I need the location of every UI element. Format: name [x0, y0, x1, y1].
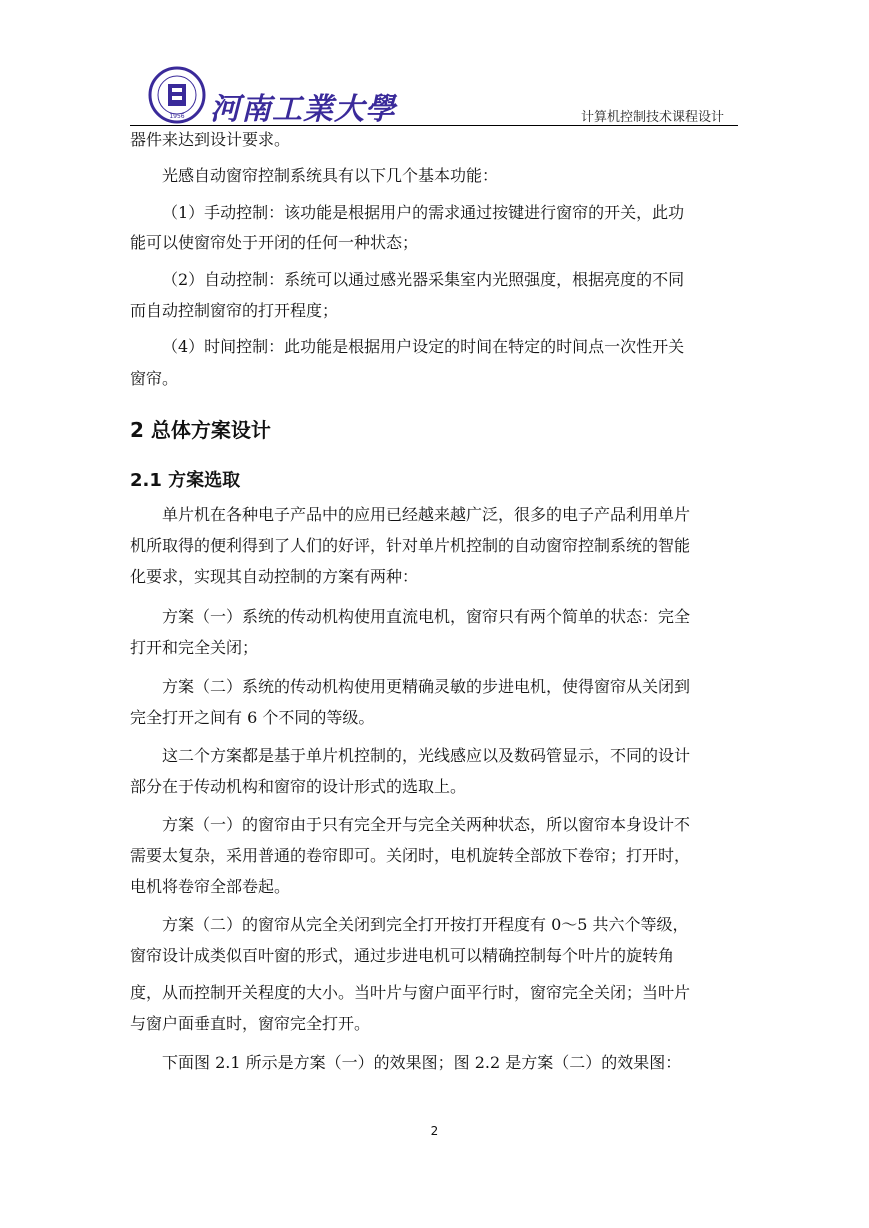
paragraph-line: 而自动控制窗帘的打开程度； [130, 301, 339, 320]
body-line: 方案（二）的窗帘从完全关闭到完全打开按打开程度有 0～5 共六个等级， [162, 915, 689, 934]
paragraph-line: （4）时间控制：此功能是根据用户设定的时间在特定的时间点一次性开关 [162, 337, 685, 356]
paragraph-line: （1）手动控制：该功能是根据用户的需求通过按键进行窗帘的开关，此功 [162, 203, 685, 222]
page-header [130, 62, 738, 126]
body-line: 机所取得的便利得到了人们的好评，针对单片机控制的自动窗帘控制系统的智能 [130, 536, 691, 555]
body-line: 需要太复杂，采用普通的卷帘即可。关闭时，电机旋转全部放下卷帘；打开时， [130, 846, 691, 865]
course-title: 计算机控制技术课程设计 [580, 110, 724, 125]
body-line: 打开和完全关闭； [130, 638, 259, 657]
paragraph-line: （2）自动控制：系统可以通过感光器采集室内光照强度，根据亮度的不同 [162, 270, 685, 289]
body-line: 化要求，实现其自动控制的方案有两种： [130, 567, 419, 586]
paragraph-line: 光感自动窗帘控制系统具有以下几个基本功能： [162, 166, 499, 185]
body-line: 完全打开之间有 6 个不同的等级。 [130, 708, 375, 727]
body-line: 方案（一）系统的传动机构使用直流电机，窗帘只有两个简单的状态：完全 [162, 607, 691, 626]
body-line: 电机将卷帘全部卷起。 [130, 877, 291, 896]
body-line: 这二个方案都是基于单片机控制的，光线感应以及数码管显示，不同的设计 [162, 746, 691, 765]
body-line: 度，从而控制开关程度的大小。当叶片与窗户面平行时，窗帘完全关闭；当叶片 [130, 983, 691, 1002]
header-divider [130, 125, 738, 126]
subsection-heading: 2.1 方案选取 [130, 470, 241, 491]
body-line: 方案（二）系统的传动机构使用更精确灵敏的步进电机，使得窗帘从关闭到 [162, 677, 691, 696]
body-line: 部分在于传动机构和窗帘的设计形式的选取上。 [130, 777, 467, 796]
svg-text:1956: 1956 [169, 113, 185, 120]
paragraph-line: 能可以使窗帘处于开闭的任何一种状态； [130, 233, 419, 252]
body-line: 与窗户面垂直时，窗帘完全打开。 [130, 1014, 371, 1033]
body-line: 窗帘设计成类似百叶窗的形式，通过步进电机可以精确控制每个叶片的旋转角 [130, 946, 675, 965]
university-logo-text: 河南工業大學 [210, 92, 396, 127]
paragraph-line: 器件来达到设计要求。 [130, 130, 291, 149]
body-line: 单片机在各种电子产品中的应用已经越来越广泛，很多的电子产品利用单片 [162, 505, 691, 524]
body-line: 方案（一）的窗帘由于只有完全开与完全关两种状态，所以窗帘本身设计不 [162, 815, 691, 834]
body-line: 下面图 2.1 所示是方案（一）的效果图；图 2.2 是方案（二）的效果图： [162, 1053, 682, 1072]
page-number: 2 [430, 1124, 439, 1138]
section-heading: 2 总体方案设计 [130, 418, 271, 442]
university-seal-logo [148, 66, 206, 124]
paragraph-line: 窗帘。 [130, 369, 179, 388]
